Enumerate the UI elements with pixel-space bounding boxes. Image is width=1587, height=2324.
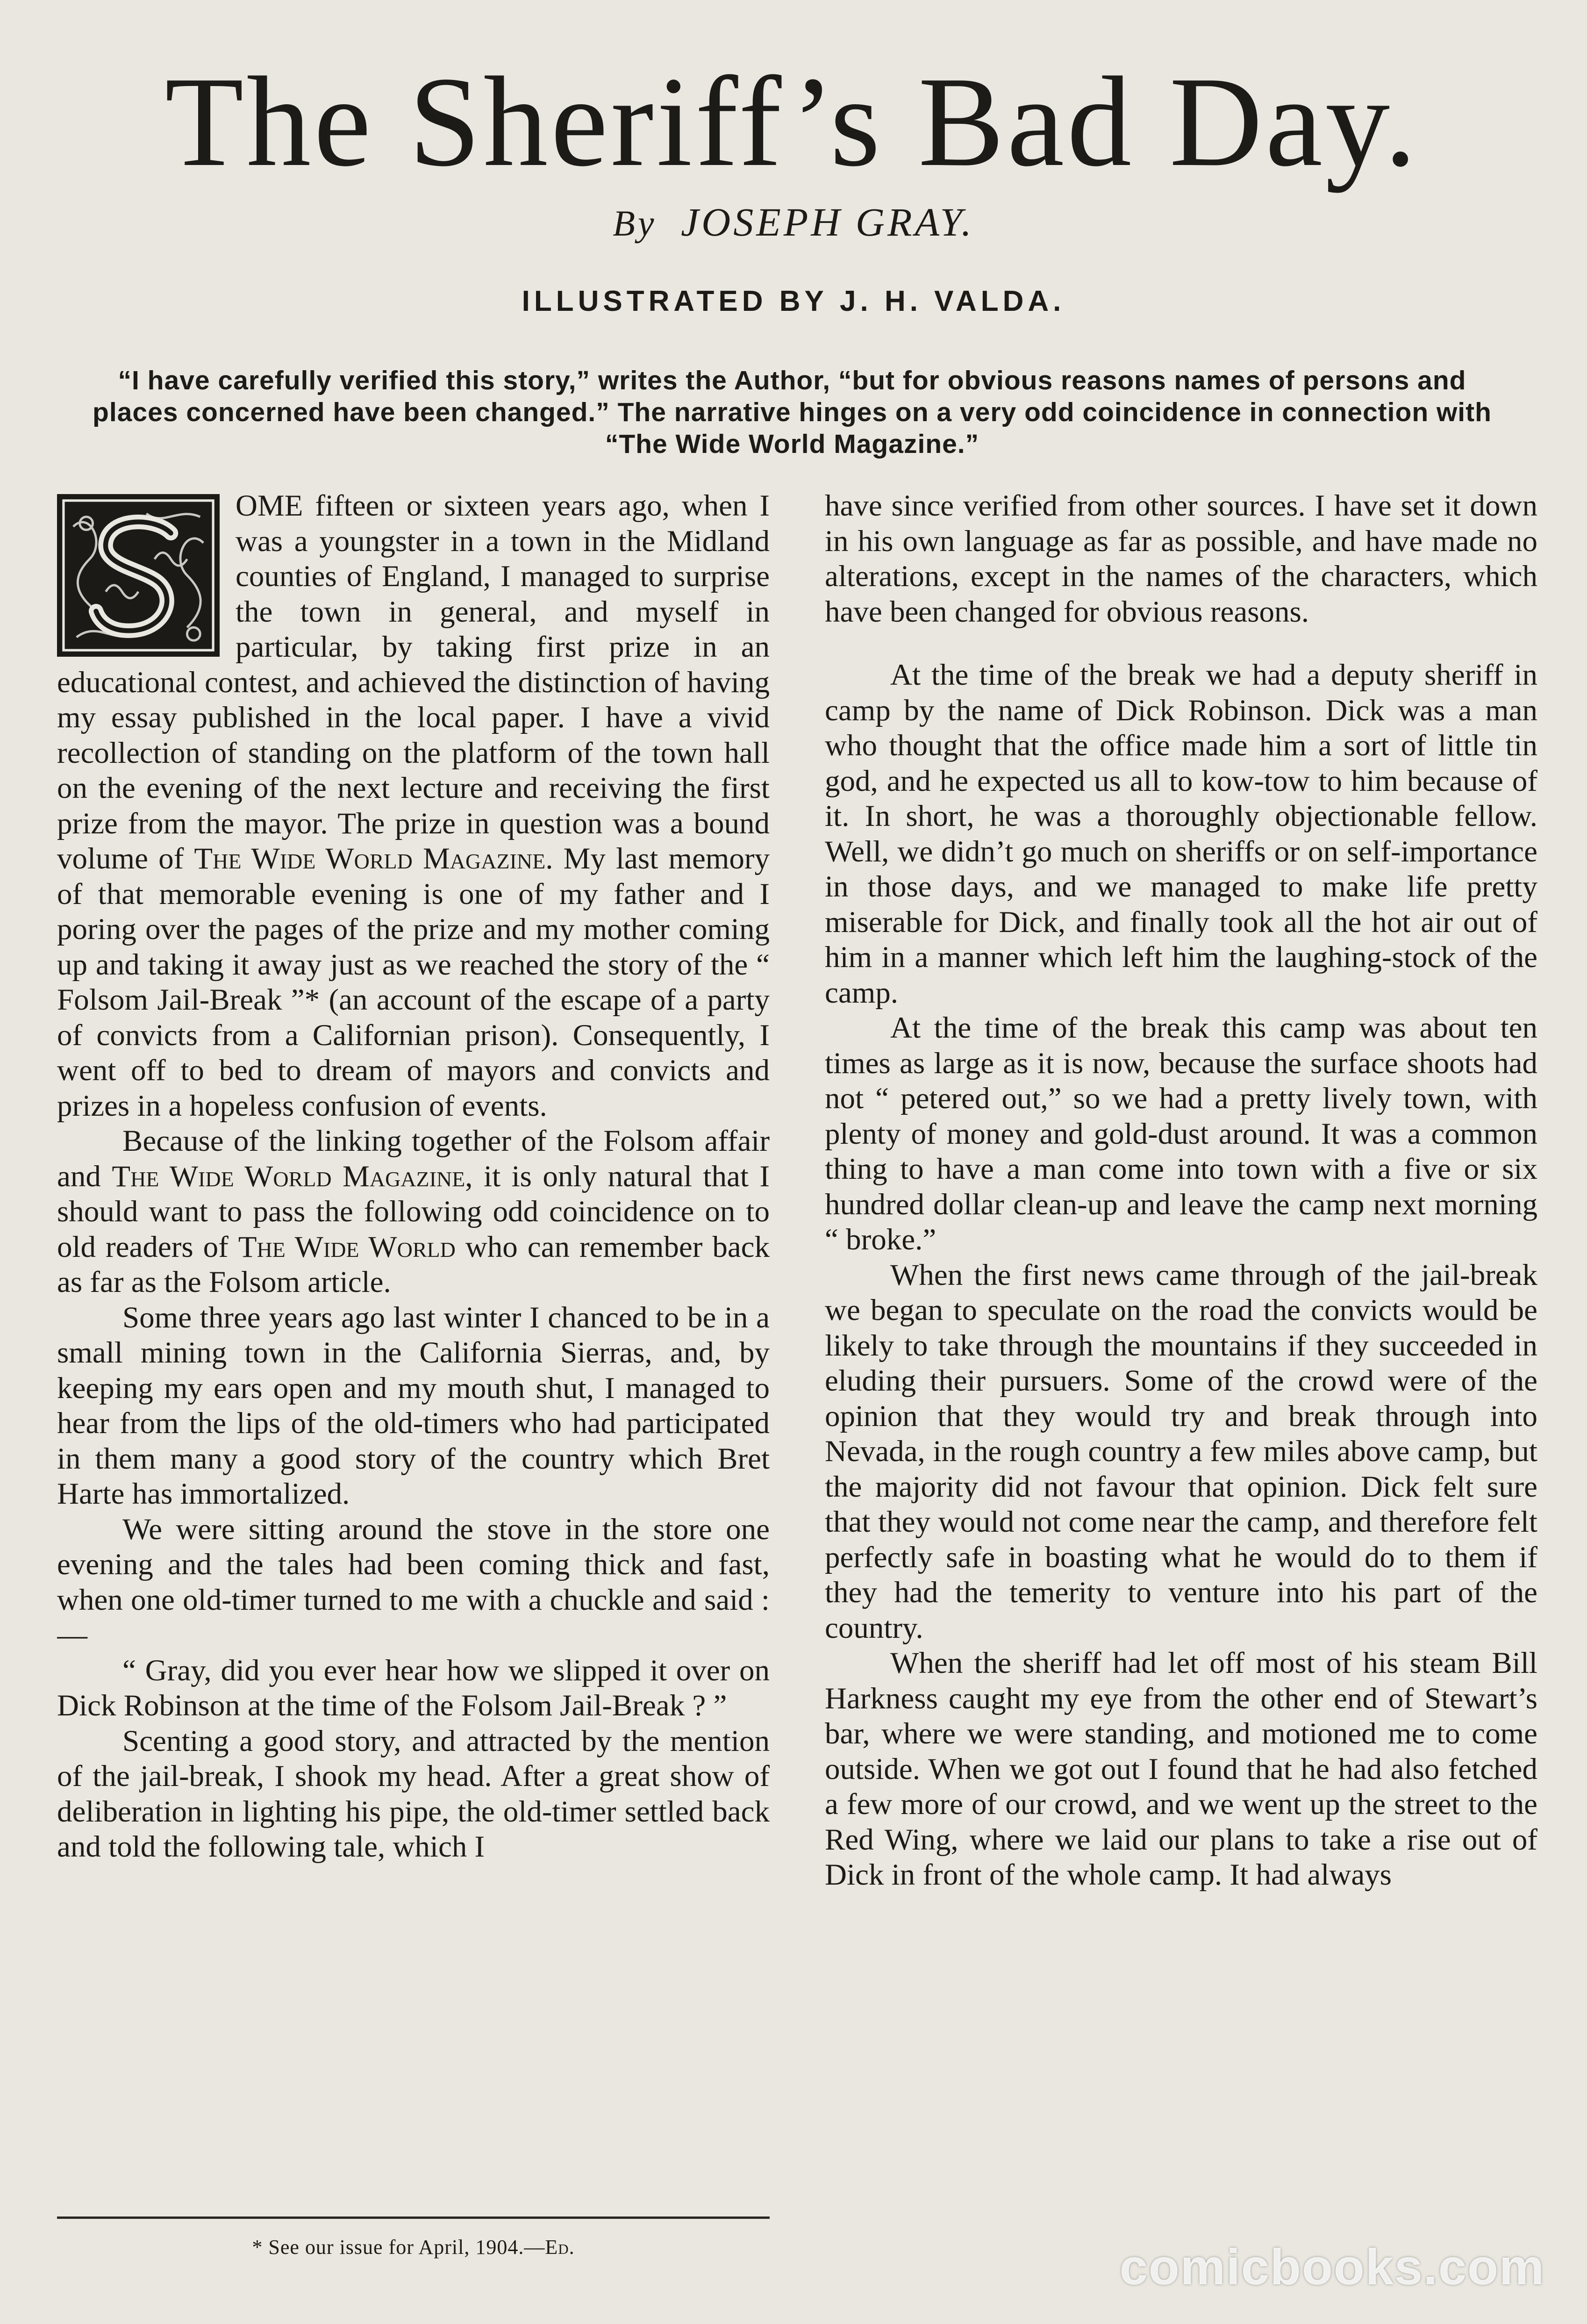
paragraph: Some three years ago last winter I chanced to be in a small mining town in the California Sierras, and, by keeping my ears open and my mouth shut, I managed to hear from the lips of the old-timers who had participated in them many a good story of the country which Bret Harte has immortalized.	[57, 1300, 770, 1511]
editorial-intro: “I have carefully verified this story,” writes the Author, “but for obvious reasons names of persons and places concerned have been changed.” The narrative hinges on a very odd coincidence in connection with “The Wide World Magazine.”	[93, 366, 1492, 459]
illustrator-credit: ILLUSTRATED BY J. H. VALDA.	[522, 285, 1065, 317]
paragraph: When the first news came through of the jail-break we began to speculate on the road the convicts would be likely to take through the mountains if they succeeded in eluding their pursuers. Some of the crowd were of the opinion that they would try and break through into Nevada, in the rough country a few miles above camp, but the majority did not favour that opinion. Dick felt sure that they would not come near the camp, and therefore felt perfectly safe in boasting what he would do to them if they had the temerity to venture into his part of the country.	[825, 1258, 1537, 1645]
author-name: JOSEPH GRAY.	[680, 200, 974, 244]
text-run: Because of the linking together of the Folsom affair and	[57, 1124, 770, 1193]
paragraph: have since verified from other sources. I have set it down in his own language as far as possible, and have made no alterations, except in the names of the characters, which have been changed for obvious reasons.	[825, 489, 1537, 629]
text-run: OME fifteen or sixteen years ago, when I was a youngster in a town in the Midland counties of England, I managed to surprise the town in general, and myself in particular, by taking first prize in an educational contest, and achieved the distinction of having my essay published in the local paper. I have a vivid recollection of standing on the platform of the town hall on the evening of the next lecture and receiving the first prize from the mayor. The prize in question was a bound volume of	[57, 489, 770, 875]
left-column	[57, 488, 770, 2209]
paragraph	[57, 1124, 770, 1300]
magazine-name: The Wide World Magazine	[112, 1159, 465, 1193]
byline	[0, 196, 1587, 249]
magazine-name: The Wide World Magazine	[194, 842, 546, 875]
text-run: who can remember back as far as the Folsom article.	[57, 1230, 770, 1299]
paragraph: “ Gray, did you ever hear how we slipped it over on Dick Robinson at the time of the Folsom Jail-Break ? ”	[57, 1653, 770, 1722]
paragraph: At the time of the break we had a deputy sheriff in camp by the name of Dick Robinson. Dick was a man who thought that the office made him a sort of little tin god, and he expected us all to kow-tow to him because of it. In short, he was a thoroughly objectionable fellow. Well, we didn’t go much on sheriffs or on self-importance in those days, and we managed to make life pretty miserable for Dick, and finally took all the hot air out of him in a manner which left him the laughing-stock of the camp.	[825, 658, 1537, 1010]
footnote	[57, 2233, 770, 2261]
paragraph: When the sheriff had let off most of his steam Bill Harkness caught my eye from the other end of Stewart’s bar, where we were standing, and motioned me to come outside. When we got out I found that he had also fetched a few more of our crowd, and we went up the street to the Red Wing, where we laid our plans to take a rise out of Dick in front of the whole camp. It had always	[825, 1646, 1537, 1892]
paragraph: Scenting a good story, and attracted by the mention of the jail-break, I shook my head. After a great show of deliberation in lighting his pipe, the old-timer settled back and told the following tale, which I	[57, 1724, 770, 1864]
footnote-divider	[57, 2216, 770, 2219]
text-run: , it is only natural that I should want to pass the following odd coincidence on to old readers of	[57, 1159, 770, 1264]
magazine-name: The Wide World	[238, 1230, 456, 1264]
footnote-text: * See our issue for April, 1904.—	[252, 2236, 545, 2259]
watermark: comicbooks.com	[1119, 2238, 1545, 2295]
footnote-editor: Ed.	[545, 2236, 575, 2259]
drop-cap-s-icon	[57, 494, 220, 657]
right-column	[825, 488, 1537, 2209]
text-run: . My last memory of that memorable evening is one of my father and I poring over the pages of the prize and my mother coming up and taking it away just as we reached the story of the “ Folsom Jail-Break ”* (an account of the escape of a party of convicts from a Californian prison). Consequently, I went off to bed to dream of mayors and convicts and prizes in a hopeless confusion of events.	[57, 842, 770, 1123]
article-title: The Sheriff’s Bad Day.	[164, 50, 1420, 193]
paragraph: At the time of the break this camp was about ten times as large as it is now, because the surface shoots had not “ petered out,” so we had a pretty lively town, with plenty of money and gold-dust around. It was a common thing to have a man come into town with a five or six hundred dollar clean-up and leave the camp next morning “ broke.”	[825, 1011, 1537, 1256]
byline-prefix: By	[613, 203, 657, 244]
paragraph: We were sitting around the stove in the store one evening and the tales had been coming thick and fast, when one old-timer turned to me with a chuckle and said :—	[57, 1512, 770, 1652]
